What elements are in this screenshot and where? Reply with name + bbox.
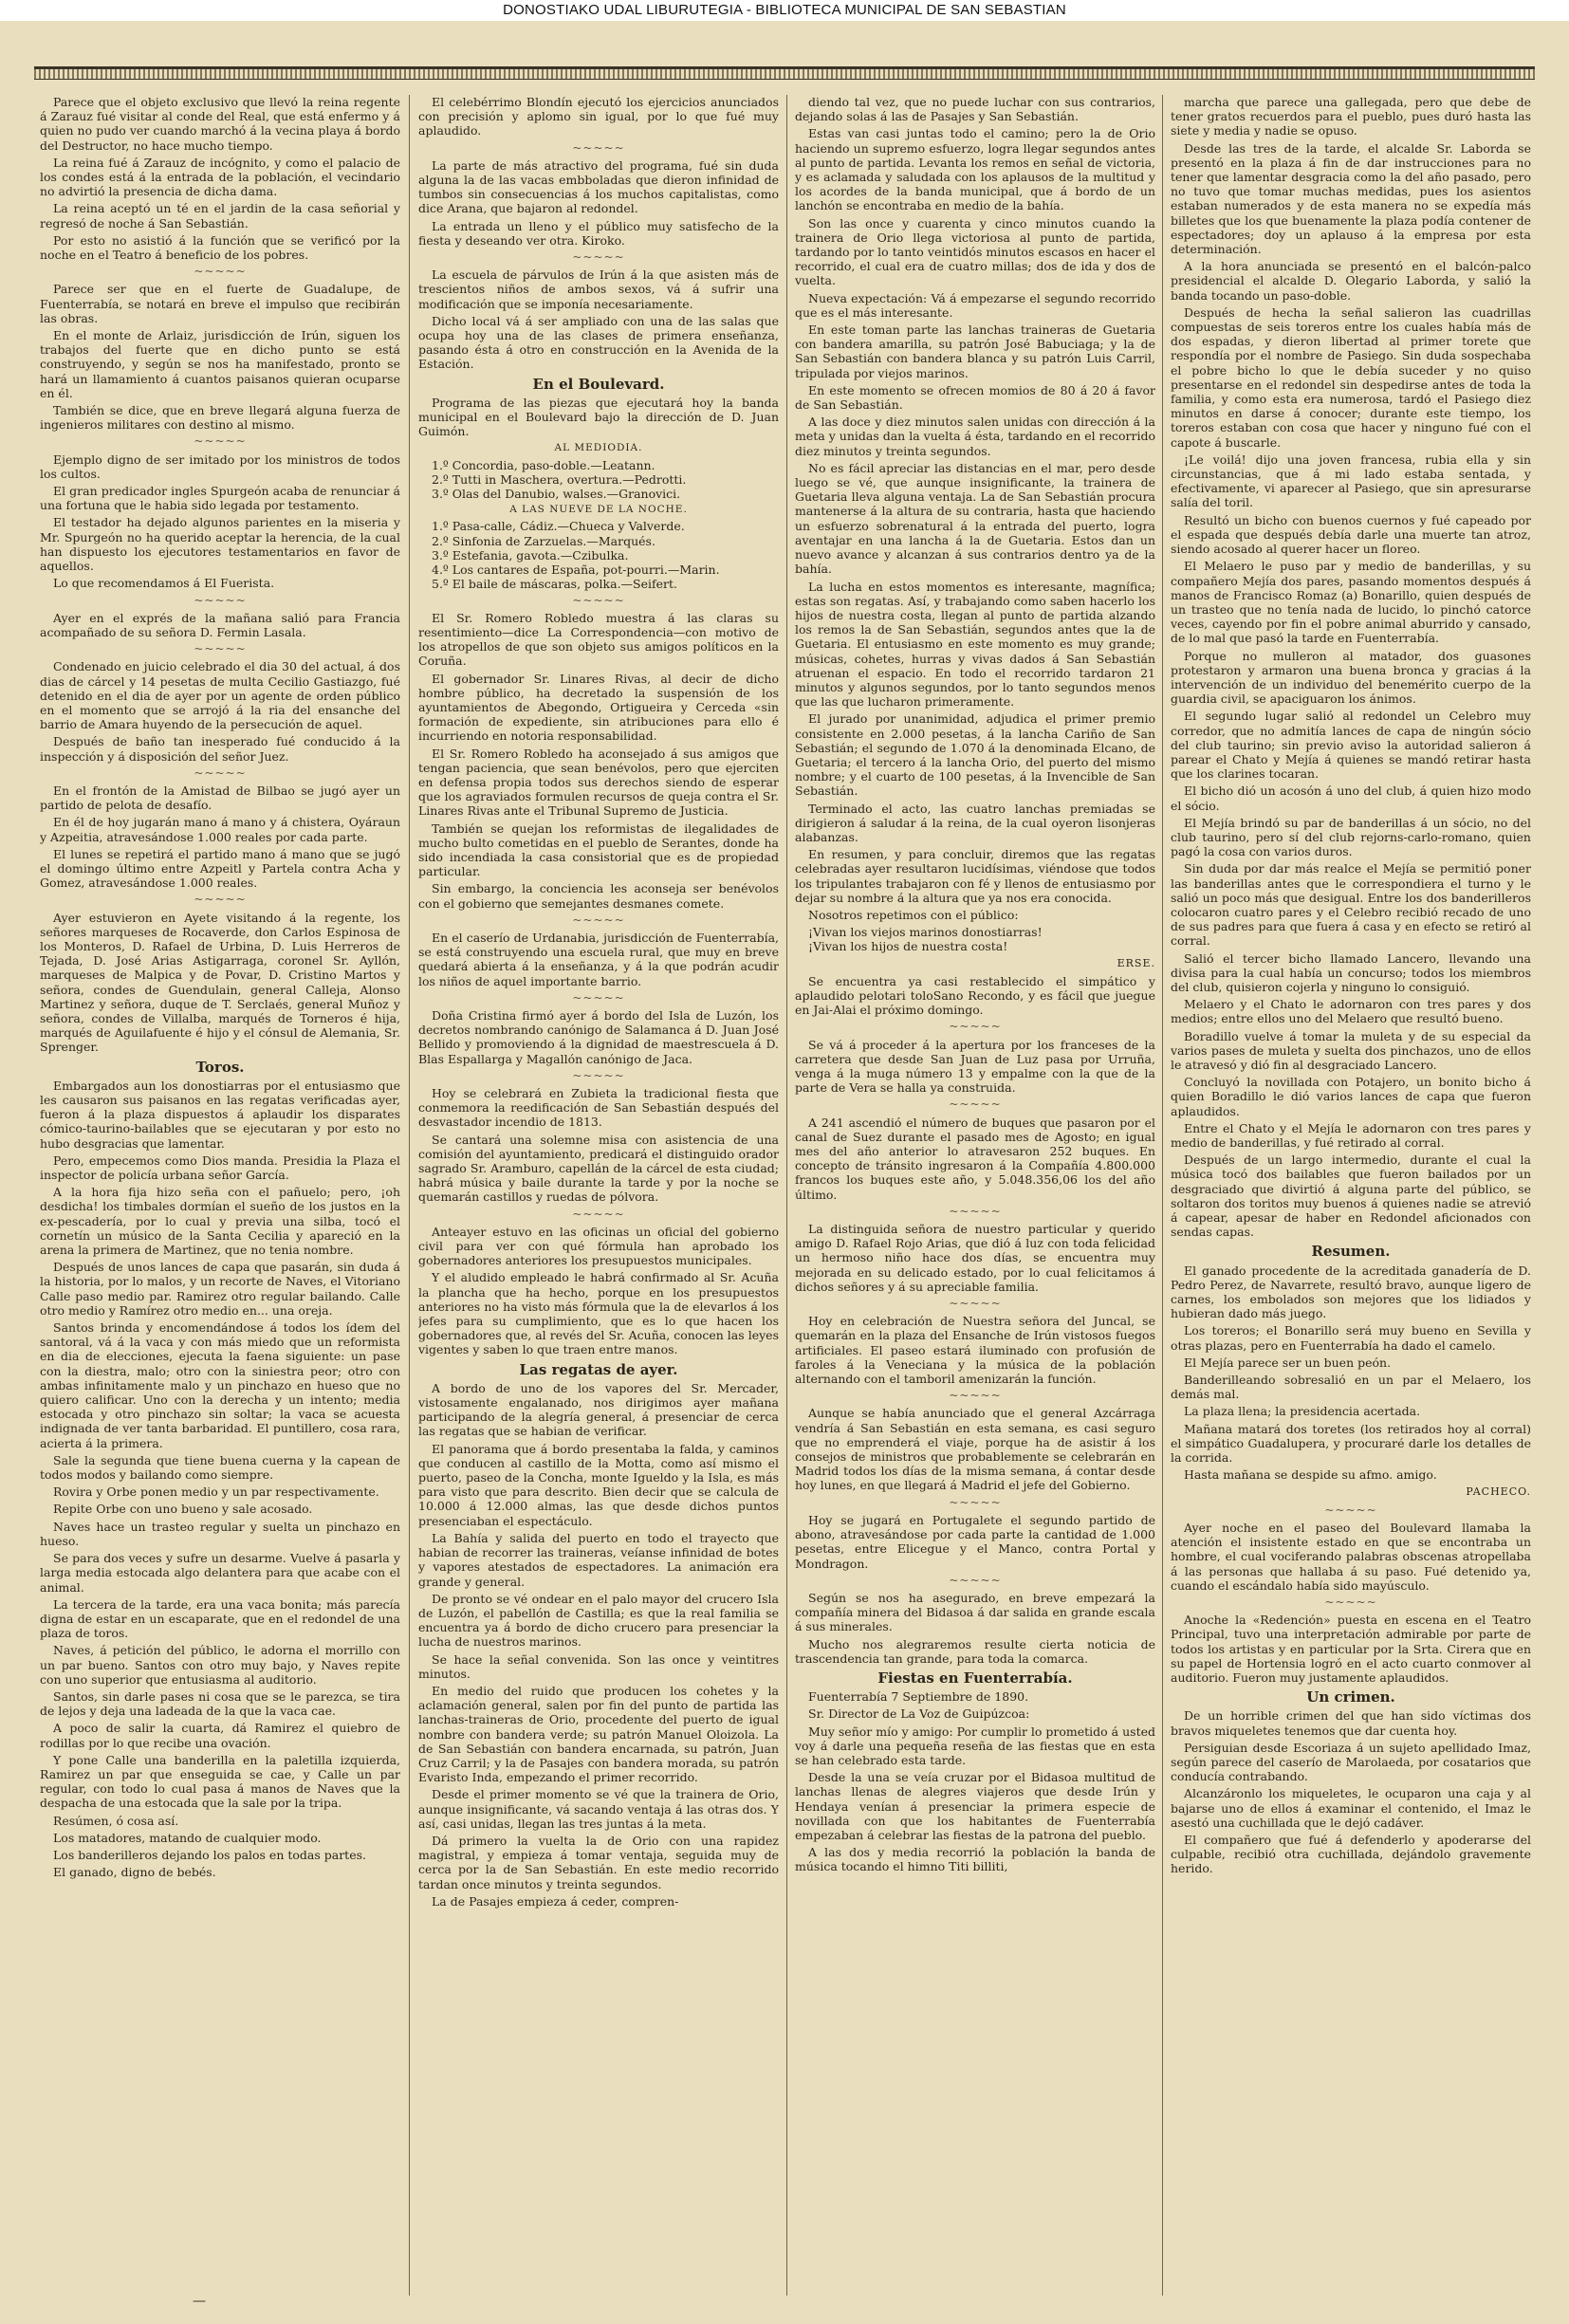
paragraph: Mañana matará dos toretes (los retirados hoy al corral) el simpático Guadalupera, y procuraré darle los detalles de la corrida.: [1171, 1421, 1531, 1466]
paragraph: A bordo de uno de los vapores del Sr. Mercader, vistosamente engalanado, nos dirigimos ayer mañana participando de la alegría general, á presenciar de cerca las regatas que se habian de verificar.: [418, 1380, 779, 1439]
paragraph: En resumen, y para concluir, diremos que las regatas celebradas ayer resultaron lucidísimas, viéndose que todos los tripulantes trabajaron con fé y llenos de entusiasmo por dejar su nombre á la altura que ya nos era conocida.: [795, 847, 1155, 905]
paragraph: Melaero y el Chato le adornaron con tres pares y dos medios; entre ellos uno del Melaero que resultó bueno.: [1171, 997, 1531, 1026]
paragraph: Hoy se celebrará en Zubieta la tradicional fiesta que conmemora la reedificación de San Sebastián después del desvastador incendio de 1813.: [418, 1086, 779, 1130]
paragraph: El gran predicador ingles Spurgeón acaba de renunciar á una fortuna que le habia sido legada por testamento.: [40, 484, 400, 513]
column-divider: [786, 95, 787, 2296]
paragraph: Santos brinda y encomendándose á todos los ídem del santoral, vá á la vaca y con más miedo que un reformista en dia de elecciones, ejecuta la faena siguiente: un pase con la diestra, malo; otro con la siniestra peor; otro con ambas infinitamente malo y un pinchazo en hueso que no quiero calificar. Uno con la derecha y un intento; media estocada y otro pinchazo sin soltar; la vaca se acuesta indignada de ver tanta barbaridad. El puntillero, cosa rara, acierta á la primera.: [40, 1320, 400, 1450]
paragraph: diendo tal vez, que no puede luchar con sus contrarios, dejando solas á las de Pasajes y San Sebastián.: [795, 95, 1155, 124]
ornament-divider: ~~~~~: [949, 1297, 1002, 1311]
paragraph: Concluyó la novillada con Potajero, un bonito bicho á quien Boradillo le dió varios lances de capa que fueron aplaudidos.: [1171, 1075, 1531, 1118]
paragraph: La distinguida señora de nuestro particular y querido amigo D. Rafael Rojo Arias, que dió á luz con toda felicidad un hermoso niño hace dos días, se encuentra muy mejorada en su delicado estado, por lo cual felicitamos á dichos señores y á su apreciable familia.: [795, 1222, 1155, 1294]
paragraph: El ganado, digno de bebés.: [53, 1865, 216, 1880]
ornament-divider: ~~~~~: [194, 434, 247, 449]
ornament-divider: ~~~~~: [572, 1207, 625, 1221]
paragraph: A poco de salir la cuarta, dá Ramirez el quiebro de rodillas por lo que recibe una ovación.: [40, 1721, 400, 1750]
ornament-divider: ~~~~~: [194, 265, 247, 279]
ornament-divider: ~~~~~: [194, 642, 247, 656]
paragraph: Ejemplo digno de ser imitado por los ministros de todos los cultos.: [40, 452, 400, 481]
paragraph: Hoy se jugará en Portugalete el segundo partido de abono, atravesándose por cada parte la cantidad de 1.000 pesetas, entre Elicegue y el Manco, contra Portal y Mondragon.: [795, 1512, 1155, 1571]
paragraph: Santos, sin darle pases ni cosa que se le parezca, se tira de lejos y deja una ladeada de la que la vaca cae.: [40, 1688, 400, 1719]
paragraph: Los toreros; el Bonarillo será muy bueno en Sevilla y otras plazas, pero en Fuenterrabía ha dado el camelo.: [1171, 1323, 1531, 1353]
paragraph: Salió el tercer bicho llamado Lancero, llevando una divisa para la cual había un concurso; todos los miembros del club, quisieron cojerla y ninguno lo consiguió.: [1171, 950, 1531, 994]
paragraph: El bicho dió un acosón á uno del club, á quien hizo modo el sócio.: [1171, 784, 1531, 813]
paragraph: Se cantará una solemne misa con asistencia de una comisión del ayuntamiento, predicará el distinguido orador sagrado Sr. Aramburo, capellán de la cárcel de esta ciudad; habrá música y baile durante la tarde y por la noche se quemarán castillos y ruedas de pólvora.: [418, 1132, 779, 1205]
paragraph: De pronto se vé ondear en el palo mayor del crucero Isla de Luzón, el pabellón de Castilla; es que la real familia se encuentra ya á bordo de dicho crucero para presenciar la lucha de nuestros marinos.: [418, 1591, 779, 1650]
paragraph: El ganado procedente de la acreditada ganadería de D. Pedro Perez, de Navarrete, resultó bravo, aunque ligero de carnes, los embolados son mejores que los lidiados y hubieran dado más juego.: [1171, 1263, 1531, 1321]
paragraph: Anoche la «Redención» puesta en escena en el Teatro Principal, tuvo una interpretación admirable por parte de todos los artistas y en particular por la Srta. Cirera que en su papel de Hortensia logró en el acto cuarto conmover al auditorio. Fueron muy justamente aplaudidos.: [1171, 1613, 1531, 1685]
paragraph: La de Pasajes empieza á ceder, compren-: [432, 1893, 679, 1909]
paragraph: Alcanzáronlo los miqueletes, le ocuparon una caja y al bajarse uno de ellos á examinar el contenido, el Imaz le asestó una cuchillada que le dejó cadáver.: [1171, 1786, 1531, 1830]
paragraph: Los banderilleros dejando los palos en todas partes.: [53, 1847, 366, 1862]
column-2: [418, 95, 779, 2305]
paragraph: También se dice, que en breve llegará alguna fuerza de ingenieros militares con destino al mismo.: [40, 403, 400, 433]
paragraph: Naves hace un trasteo regular y suelta un pinchazo en hueso.: [40, 1519, 400, 1548]
paragraph: Naves, á petición del público, le adorna el morrillo con un par bueno. Santos con otro muy bajo, y Naves repite con uno superior que entusiasma al auditorio.: [40, 1643, 400, 1687]
program-item: 1.º Pasa-calle, Cádiz.—Chueca y Valverde.: [432, 519, 685, 534]
section-heading: Resumen.: [1311, 1243, 1391, 1261]
paragraph: Programa de las piezas que ejecutará hoy la banda municipal en el Boulevard bajo la dirección de D. Juan Guimón.: [418, 395, 779, 439]
page-number: —: [193, 2294, 206, 2309]
paragraph: Lo que recomendamos á El Fuerista.: [53, 576, 275, 591]
paragraph: La Bahía y salida del puerto en todo el trayecto que habian de recorrer las traineras, veíanse infinidad de botes y vapores atestados de espectadores. La animación era grande y general.: [418, 1530, 779, 1589]
paragraph: Y pone Calle una banderilla en la paletilla izquierda, Ramirez un par que enseguida se cae, y Calle un par regular, con todo lo cual pasa á manos de Naves que la despacha de una estocada que la sale por la tripa.: [40, 1752, 400, 1811]
paragraph: Se para dos veces y sufre un desarme. Vuelve á pasarla y larga media estocada algo delantera para que acabe con el animal.: [40, 1551, 400, 1595]
paragraph: El Sr. Romero Robledo ha aconsejado á sus amigos que tengan paciencia, que sean benévolos, pero que ejerciten en defensa propia todos sus derechos siendo de esperar que los agraviados formulen recursos de queja contra el Sr. Linares Rivas ante el Tribunal Supremo de Justicia.: [418, 746, 779, 819]
paragraph: Parece que el objeto exclusivo que llevó la reina regente á Zarauz fué visitar al conde del Real, que está enfermo y á quien no pudo ver cuando marchó á la vecina playa á bordo del Destructor, no hace mucho tiempo.: [40, 95, 400, 153]
paragraph: Porque no mulleron al matador, dos guasones protestaron y armaron una buena bronca y gracias á la intervención de un individuo del benemérito cuerpo de la guardia civil, se apaciguaron los ánimos.: [1171, 648, 1531, 707]
ornament-divider: ~~~~~: [1324, 1503, 1377, 1517]
paragraph: Dá primero la vuelta la de Orio con una rapidez magistral, y empieza á tomar ventaja, seguida muy de cerca por la de San Sebastián. En este medio recorrido tardan once minutos y treinta segundos.: [418, 1833, 779, 1891]
paragraph: Ayer estuvieron en Ayete visitando á la regente, los señores marqueses de Rocaverde, don Carlos Espinosa de los Monteros, D. Rafael de Urbina, D. Luis Herreros de Tejada, D. José Arias Astigarraga, coronel Sr. Ayllón, marqueses de Malpica y de Povar, D. Cristino Martos y señora, condes de Guendulain, general Calleja, Alonso Martinez y señora, duque de T. Serclaés, general Muñoz y señora, condes de Villalba, marqués de Torneros é hija, marqués de Aguilafuente é hijo y el cónsul de Alemania, Sr. Sprenger.: [40, 910, 400, 1055]
archive-banner: DONOSTIAKO UDAL LIBURUTEGIA - BIBLIOTECA MUNICIPAL DE SAN SEBASTIAN: [0, 0, 1569, 21]
program-subheading: A LAS NUEVE DE LA NOCHE.: [509, 504, 688, 516]
ornament-divider: ~~~~~: [949, 1495, 1002, 1509]
column-1: [40, 95, 400, 2305]
paragraph: La reina aceptó un té en el jardin de la casa señorial y regresó de noche á San Sebastián.: [40, 201, 400, 231]
signature: PACHECO.: [1466, 1485, 1531, 1499]
ornament-divider: ~~~~~: [572, 990, 625, 1005]
paragraph: Entre el Chato y el Mejía le adornaron con tres pares y medio de banderillas, y fué retirado al corral.: [1171, 1120, 1531, 1151]
paragraph: Resultó un bicho con buenos cuernos y fué capeado por el espada que después debía darle una muerte tan atroz, siendo acosado al querer hacer un floreo.: [1171, 512, 1531, 557]
program-item: 2.º Sinfonia de Zarzuelas.—Marqués.: [432, 533, 655, 548]
paragraph: Se vá á proceder á la apertura por los franceses de la carretera que desde San Juan de Luz pasa por Urruña, venga á la muga número 13 y empalme con la que de la parte de Vera se halla ya construida.: [795, 1037, 1155, 1096]
cheer-line: ¡Vivan los viejos marinos donostiarras!: [808, 925, 1043, 940]
ornament-divider: ~~~~~: [949, 1097, 1002, 1112]
signature: ERSE.: [1117, 956, 1155, 969]
paragraph: Resúmen, ó cosa así.: [53, 1813, 179, 1828]
paragraph: Los matadores, matando de cualquier modo.: [53, 1830, 322, 1845]
paragraph: En este momento se ofrecen momios de 80 á 20 á favor de San Sebastián.: [795, 382, 1155, 413]
ornament-divider: ~~~~~: [572, 593, 625, 607]
paragraph: La tercera de la tarde, era una vaca bonita; más parecía digna de estar en un escaparate, que en el redondel de una plaza de toros.: [40, 1596, 400, 1641]
paragraph: Embargados aun los donostiarras por el entusiasmo que les causaron sus paisanos en las regatas verificadas ayer, fueron á la plaza dispuestos á aplaudir los disparates cómico-taurino-bailables que se ejecutaran y por esto no hubo desgracias que lamentar.: [40, 1078, 400, 1151]
column-4: [1171, 95, 1531, 2305]
paragraph: Desde las tres de la tarde, el alcalde Sr. Laborda se presentó en la plaza á fin de dar instrucciones para no tener que lamentar desgracia como la del año pasado, pero no tuvo que tomar muchas medidas, pues los asientos estaban numerados y de esta manera no se expedía más billetes que los que buenamente la plaza podía contener de espectadores; doy un aplauso á la empresa por esta determinación.: [1171, 140, 1531, 257]
paragraph: La entrada un lleno y el público muy satisfecho de la fiesta y deseando ver otra. Kiroko.: [418, 218, 779, 248]
paragraph: Nueva expectación: Vá á empezarse el segundo recorrido que es el más interesante.: [795, 290, 1155, 320]
cheer-line: ¡Vivan los hijos de nuestra costa!: [808, 939, 1008, 954]
paragraph: Sr. Director de La Voz de Guipúzcoa:: [808, 1706, 1030, 1722]
paragraph: El jurado por unanimidad, adjudica el primer premio consistente en 2.000 pesetas, á la lancha Cariño de San Sebastián; el segundo de 1.070 á la denominada Elcano, de Guetaria; el tercero á la lancha Orio, del puerto del mismo nombre; y el cuarto de 100 pesetas, á la Invencible de San Sebastián.: [795, 711, 1155, 799]
paragraph: No es fácil apreciar las distancias en el mar, pero desde luego se vé, que aunque insignificante, la trainera de Guetaria lleva alguna ventaja. La de San Sebastián procura mantenerse á la altura de su contraria, hasta que haciendo un esfuerzo sobrenatural á la entrada del puerto, logra aventajar en una lancha á la de Guetaria. Estos dan un nuevo avance y alcanzan á sus contrarios dentro ya de la bahía.: [795, 460, 1155, 577]
paragraph: El segundo lugar salió al redondel un Celebro muy corredor, que no admitía lances de capa de ningún sócio del club taurino; sin previo aviso la autoridad salieron á parear el Chato y Mejía á quienes se mandó retirar hasta que los clarines tocaran.: [1171, 709, 1531, 782]
paragraph: A las doce y diez minutos salen unidas con dirección á la meta y unidas dan la vuelta á ésta, tardando en el recorrido diez minutos y treinta segundos.: [795, 415, 1155, 458]
paragraph: En medio del ruido que producen los cohetes y la aclamación general, salen por fin del punto de partida las lanchas-traineras de Orio, procedente del puerto de igual nombre con bandera verde; su patrón Manuel Oloizola. La de San Sebastián con bandera encarnada, su patrón, Juan Cruz Carril; y la de Pasajes con bandera morada, su patrón Evaristo Inda, empezando el primer recorrido.: [418, 1683, 779, 1785]
ornament-divider: ~~~~~: [194, 593, 247, 607]
ornament-divider: ~~~~~: [949, 1573, 1002, 1587]
ornament-divider: ~~~~~: [572, 250, 625, 265]
paragraph: Hasta mañana se despide su afmo. amigo.: [1184, 1467, 1437, 1483]
ornament-divider: ~~~~~: [194, 765, 247, 780]
paragraph: Estas van casi juntas todo el camino; pero la de Orio haciendo un supremo esfuerzo, logra llegar segundos antes al punto de partida. Levanta los remos en señal de victoria, y es aclamada y saludada con los aplausos de la multitud y los acordes de la banda municipal, que á bordo de un lanchón se encontraba en medio de la bahía.: [795, 126, 1155, 213]
paragraph: Persiguian desde Escoriaza á un sujeto apellidado Imaz, según parece del caserío de Marolaeda, por cosatarios que conducía contrabando.: [1171, 1740, 1531, 1784]
paragraph: Pero, empecemos como Dios manda. Presidia la Plaza el inspector de policía urbana señor García.: [40, 1153, 400, 1183]
masthead-rule: [34, 66, 1535, 80]
paragraph: Condenado en juicio celebrado el dia 30 del actual, á dos dias de cárcel y 14 pesetas de multa Cecilio Gastiazgo, fué detenido en el dia de ayer por un agente de orden público en el momento que se arrojó á la ria del ensanche del barrio de Amara huyendo de la persecución de aquel.: [40, 659, 400, 732]
paragraph: La escuela de párvulos de Irún á la que asisten más de trescientos niños de ambos sexos, vá á sufrir una modificación que se imponía necesariamente.: [418, 267, 779, 311]
paragraph: Sin embargo, la conciencia les aconseja ser benévolos con el gobierno que semejantes desmanes comete.: [418, 881, 779, 911]
paragraph: Por esto no asistió á la función que se verificó por la noche en el Teatro á beneficio de los pobres.: [40, 232, 400, 263]
paragraph: Doña Cristina firmó ayer á bordo del Isla de Luzón, los decretos nombrando canónigo de Salamanca á D. Juan José Bellido y promoviendo á la dignidad de maestrescuela á D. Blas Espallarga y Magallón canónigo de Jaca.: [418, 1007, 779, 1066]
paragraph: Anteayer estuvo en las oficinas un oficial del gobierno civil para ver con qué fórmula han aprobado los gobernadores anteriores los presupuestos municipales.: [418, 1224, 779, 1268]
paragraph: El celebérrimo Blondín ejecutó los ejercicios anunciados con precisión y aplomo sin igual, por lo que fué muy aplaudido.: [418, 95, 779, 138]
paragraph: Sin duda por dar más realce el Mejía se permitió poner las banderillas antes que le correspondiera el turno y le salió un poco más que desigual. Entre los dos banderilleros colocaron cuatro pares y el Celebro recibió recado de uno de sus padres para que fuera á casa y en efecto se retiró al corral.: [1171, 861, 1531, 949]
paragraph: El Mejía parece ser un buen peón.: [1184, 1355, 1392, 1370]
paragraph: Desde la una se veía cruzar por el Bidasoa multitud de lanchas llenas de alegres viajeros que desde Irún y Hendaya venían á presenciar la primera especie de novillada con que los habitantes de Fuenterrabía empezaban á celebrar las fiestas de la patrona del pueblo.: [795, 1770, 1155, 1842]
paragraph: Después de baño tan inesperado fué conducido á la inspección y á disposición del señor Juez.: [40, 734, 400, 764]
paragraph: Nosotros repetimos con el público:: [808, 907, 1019, 922]
paragraph: También se quejan los reformistas de ilegalidades de mucho bulto cometidas en el pueblo de Serantes, donde ha sido incendiada la casa consistorial que es de propiedad particular.: [418, 821, 779, 879]
paragraph: Rovira y Orbe ponen medio y un par respectivamente.: [53, 1485, 379, 1500]
paragraph: Aunque se había anunciado que el general Azcárraga vendría á San Sebastián en esta semana, es casi seguro que no emprenderá el viaje, porque ha de asistir á los consejos de ministros que probablemente se celebrarán en Madrid todos los días de la misma semana, á contar desde hoy lunes, en que llegará á Madrid el jefe del Gobierno.: [795, 1406, 1155, 1493]
paragraph: En el monte de Arlaiz, jurisdicción de Irún, siguen los trabajos del fuerte que en dicho punto se está construyendo, y según se nos ha manifestado, pronto se hará un llamamiento á cuantos paisanos quieran ocuparse en él.: [40, 328, 400, 400]
ornament-divider: ~~~~~: [1324, 1595, 1377, 1609]
ornament-divider: ~~~~~: [194, 893, 247, 907]
section-heading: Toros.: [195, 1058, 245, 1076]
paragraph: A 241 ascendió el número de buques que pasaron por el canal de Suez durante el pasado mes de Agosto; en igual mes del año anterior lo atravesaron 252 buques. En concepto de tránsito ingresaron á la Compañía 4.800.000 francos los buques este año, y 5.048.356,06 los del año último.: [795, 1115, 1155, 1202]
program-item: 1.º Concordia, paso-doble.—Leatann.: [432, 457, 655, 472]
paragraph: En el frontón de la Amistad de Bilbao se jugó ayer un partido de pelota de desafío.: [40, 783, 400, 813]
section-heading: Un crimen.: [1306, 1688, 1395, 1706]
paragraph: Boradillo vuelve á tomar la muleta y de su especial da varios pases de muleta y suelta dos pinchazos, uno de ellos le atravesó y dió fin al desgraciado Lancero.: [1171, 1028, 1531, 1072]
paragraph: En este toman parte las lanchas traineras de Guetaria con bandera amarilla, su patrón José Babuciaga; y la de San Sebastián con bandera blanca y su patrón Luis Carril, tripulada por viejos marinos.: [795, 323, 1155, 380]
paragraph: Banderilleando sobresalió en un par el Melaero, los demás mal.: [1171, 1373, 1531, 1402]
paragraph: Desde el primer momento se vé que la trainera de Orio, aunque insignificante, vá sacando ventaja á las otras dos. Y así, casi unidas, llegan las tres juntas á la meta.: [418, 1787, 779, 1831]
paragraph: Después de unos lances de capa que pasarán, sin duda á la historia, por lo malos, y un recorte de Naves, el Vitoriano Calle paso medio par. Ramirez otro regular bailando. Calle otro medio y Ramírez otro medio en... una oreja.: [40, 1260, 400, 1318]
ornament-divider: ~~~~~: [949, 1020, 1002, 1034]
paragraph: Son las once y cuarenta y cinco minutos cuando la trainera de Orio llega victoriosa al punto de partida, tardando por lo tanto veintidós minutos escasos en hacer el recorrido, el cual era de cuatro millas; dos de ida y dos de vuelta.: [795, 215, 1155, 288]
ornament-divider: ~~~~~: [572, 140, 625, 155]
paragraph: El compañero que fué á defenderlo y apoderarse del culpable, recibió otra cuchillada, dejándolo gravemente herido.: [1171, 1832, 1531, 1876]
paragraph: Después de un largo intermedio, durante el cual la música tocó dos bailables que fueron bailados por un desgraciado que divirtió á alguna parte del público, se soltaron dos toritos muy buenos á quienes nadie se atrevió á capear, apesar de haber en Redondel aficionados con sendas capas.: [1171, 1153, 1531, 1240]
section-heading: En el Boulevard.: [532, 375, 665, 393]
paragraph: En el caserío de Urdanabia, jurisdicción de Fuenterrabía, se está construyendo una escuela rural, que muy en breve quedará abierta á la enseñanza, y á la que podrán acudir los niños de aquel importante barrio.: [418, 930, 779, 988]
paragraph: Sale la segunda que tiene buena cuerna y la capean de todos modos y bailando como siempre.: [40, 1452, 400, 1483]
paragraph: Terminado el acto, las cuatro lanchas premiadas se dirigieron á saludar á la reina, de la cual oyeron lisonjeras alabanzas.: [795, 801, 1155, 844]
ornament-divider: ~~~~~: [949, 1389, 1002, 1403]
ornament-divider: ~~~~~: [572, 913, 625, 927]
paragraph: Según se nos ha asegurado, en breve empezará la compañía minera del Bidasoa á dar salida en grande escala á sus minerales.: [795, 1590, 1155, 1634]
program-item: 3.º Estefania, gavota.—Czibulka.: [432, 547, 629, 563]
column-divider: [1162, 95, 1163, 2296]
paragraph: El Mejía brindó su par de banderillas á un sócio, no del club taurino, pero sí del club rejorns-carlo-romano, quien pagó la cosa con varios duros.: [1171, 815, 1531, 859]
paragraph: El lunes se repetirá el partido mano á mano que se jugó el domingo último entre Azpeitl y Partela contra Acha y Gomez, atravesándose 1.000 reales.: [40, 846, 400, 891]
paragraph: El Melaero le puso par y medio de banderillas, y su compañero Mejía dos pares, pasando momentos después á manos de Francisco Romaz (a) Bonarillo, quien después de un trasteo que no tenía nada de lucido, lo pinchó catorce veces, cayendo por fin el pobre animal aburrido y cansado, de lo mal que pasó la tarde en Fuenterrabía.: [1171, 559, 1531, 646]
program-item: 2.º Tutti in Maschera, overtura.—Pedrotti.: [432, 471, 687, 487]
ornament-divider: ~~~~~: [572, 1068, 625, 1082]
paragraph: La reina fué á Zarauz de incógnito, y como el palacio de los condes está á la entrada de la población, el vecindario no advirtió la presencia de dicha dama.: [40, 155, 400, 199]
section-heading: Las regatas de ayer.: [519, 1360, 678, 1378]
section-heading: Fiestas en Fuenterrabía.: [877, 1669, 1073, 1687]
program-item: 4.º Los cantares de España, pot-pourri.—Marin.: [432, 563, 720, 578]
paragraph: En él de hoy jugarán mano á mano y á chistera, Oyáraun y Azpeitia, atravesándose 1.000 reales por cada parte.: [40, 815, 400, 844]
paragraph: marcha que parece una gallegada, pero que debe de tener gratos recuerdos para el pueblo, pues duró hasta las siete y media y nadie se opuso.: [1171, 95, 1531, 138]
program-item: 5.º El baile de máscaras, polka.—Seifert.: [432, 577, 678, 592]
paragraph: Ayer en el exprés de la mañana salió para Francia acompañado de su señora D. Fermin Lasala.: [40, 610, 400, 639]
column-3: [795, 95, 1155, 2305]
paragraph: A la hora fija hizo seña con el pañuelo; pero, ¡oh desdicha! los timbales dormían el sueño de los justos en la ex-pescadería, por lo cual y previa una silba, tocó el cornetín un músico de la Santa Cecilia y apareció en la arena la primera de Martinez, que no tenia nombre.: [40, 1185, 400, 1258]
paragraph: El testador ha dejado algunos parientes en la miseria y Mr. Spurgeón no ha querido aceptar la herencia, de la cual han dispuesto los ejecutores testamentarios en favor de aquellos.: [40, 515, 400, 574]
paragraph: La lucha en estos momentos es interesante, magnífica; estas son regatas. Así, y trabajando como saben hacerlo los hijos de nuestra costa, llegan al punto de partida alzando los remos la de San Sebastián, segundos antes que la de Guetaria. El entusiasmo en este momento es muy grande; músicas, cohetes, hurras y vivas dados á San Sebastián atruenan el espacio. En todo el recorrido tardaron 21 minutos y algunos segundos, por lo tanto segundos menos que las que lucharon primeramente.: [795, 579, 1155, 710]
program-subheading: AL MEDIODIA.: [554, 442, 643, 454]
column-divider: [409, 95, 410, 2296]
paragraph: Parece ser que en el fuerte de Guadalupe, de Fuenterrabía, se notará en breve el impulso que recibirán las obras.: [40, 282, 400, 325]
paragraph: Ayer noche en el paseo del Boulevard llamaba la atención el insistente estado en que se encontraba un hombre, el cual vociferando palabras obscenas atropellaba á las personas que hallaba á su paso. Fué detenido ya, cuando el escándalo había sido mayúsculo.: [1171, 1520, 1531, 1593]
paragraph: De un horrible crimen del que han sido víctimas dos bravos miqueletes tenemos que dar cuenta hoy.: [1171, 1708, 1531, 1738]
paragraph: A la hora anunciada se presentó en el balcón-palco presidencial el alcalde D. Olegario Laborda, y salió la banda tocando un paso-doble.: [1171, 259, 1531, 303]
ornament-divider: ~~~~~: [949, 1204, 1002, 1218]
paragraph: Se encuentra ya casi restablecido el simpático y aplaudido pelotari toloSano Recondo, y es fácil que juegue en Jai-Alai el próximo domingo.: [795, 973, 1155, 1018]
paragraph: El panorama que á bordo presentaba la falda, y caminos que conducen al castillo de la Motta, como así mismo el puerto, paseo de la Concha, monte Igueldo y la Isla, es más para visto que para descrito. Bien decir que se calcula de 10.000 á 12.000 almas, las que desde dichos puntos presenciaban el espectáculo.: [418, 1441, 779, 1528]
paragraph: Y el aludido empleado le habrá confirmado al Sr. Acuña la plancha que ha hecho, porque en los presupuestos anteriores no ha visto más fórmula que la de elevarlos á los jefes para su cumplimiento, que es lo que hacen los gobernadores que, al revés del Sr. Acuña, conocen las leyes vigentes y saben lo que traen entre manos.: [418, 1270, 779, 1357]
paragraph: La plaza llena; la presidencia acertada.: [1184, 1404, 1421, 1419]
paragraph: ¡Le voilá! dijo una joven francesa, rubia ella y sin circunstancias, que á mi lado estaba sentada, y efectivamente, vi aparecer al Pasiego, que sin apresurarse salía del toril.: [1171, 452, 1531, 510]
paragraph: Después de hecha la señal salieron las cuadrillas compuestas de seis toreros entre los cuales había más de dos espadas, y dieron libertad al primer torete que respondía por el nombre de Pasiego. Sin duda sospechaba el pobre bicho lo que le debía suceder y no quiso presentarse en el redondel sin despedirse antes de toda la familia, y como esta era numerosa, tardó el Pasiego diez minutos en darse á conocer; durante este tiempo, los toreros estaban con cosa que hacer y ninguno fué con el capote á buscarle.: [1171, 304, 1531, 450]
paragraph: Repite Orbe con uno bueno y sale acosado.: [53, 1502, 313, 1517]
paragraph: Fuenterrabía 7 Septiembre de 1890.: [808, 1689, 1029, 1705]
paragraph: La parte de más atractivo del programa, fué sin duda alguna la de las vacas embboladas que dieron infinidad de tumbos sin consecuencias á los muchos capitalistas, como dice Arana, que bajaron al redondel.: [418, 157, 779, 216]
paragraph: Hoy en celebración de Nuestra señora del Juncal, se quemarán en la plaza del Ensanche de Irún vistosos fuegos artificiales. El paseo estará iluminado con profusión de faroles á la Veneciana y la música de la población alternando con el tamboril amenizarán la función.: [795, 1314, 1155, 1387]
paragraph: Dicho local vá á ser ampliado con una de las salas que ocupa hoy una de las clases de primera enseñanza, pasando ésta á otro en construcción en la Avenida de la Estación.: [418, 313, 779, 372]
paragraph: A las dos y media recorrió la población la banda de música tocando el himno Titi billiti,: [795, 1845, 1155, 1874]
paragraph: El gobernador Sr. Linares Rivas, al decir de dicho hombre público, ha decretado la suspensión de los ayuntamientos de Abegondo, Ortigueira y Cerceda «sin formación de expediente, sin atribuciones para ello é incurriendo en notoria responsabilidad.: [418, 671, 779, 744]
paragraph: Muy señor mío y amigo: Por cumplir lo prometido á usted voy á darle una pequeña reseña de las fiestas que en esta se han celebrado esta tarde.: [795, 1724, 1155, 1767]
program-item: 3.º Olas del Danubio, walses.—Granovici.: [432, 487, 681, 502]
paragraph: El Sr. Romero Robledo muestra á las claras su resentimiento—dice La Correspondencia—con motivo de los atropellos de que son objeto sus amigos políticos en la Coruña.: [418, 610, 779, 669]
paragraph: Se hace la señal convenida. Son las once y veintitres minutos.: [418, 1651, 779, 1681]
paragraph: Mucho nos alegraremos resulte cierta noticia de trascendencia tan grande, para toda la comarca.: [795, 1636, 1155, 1666]
